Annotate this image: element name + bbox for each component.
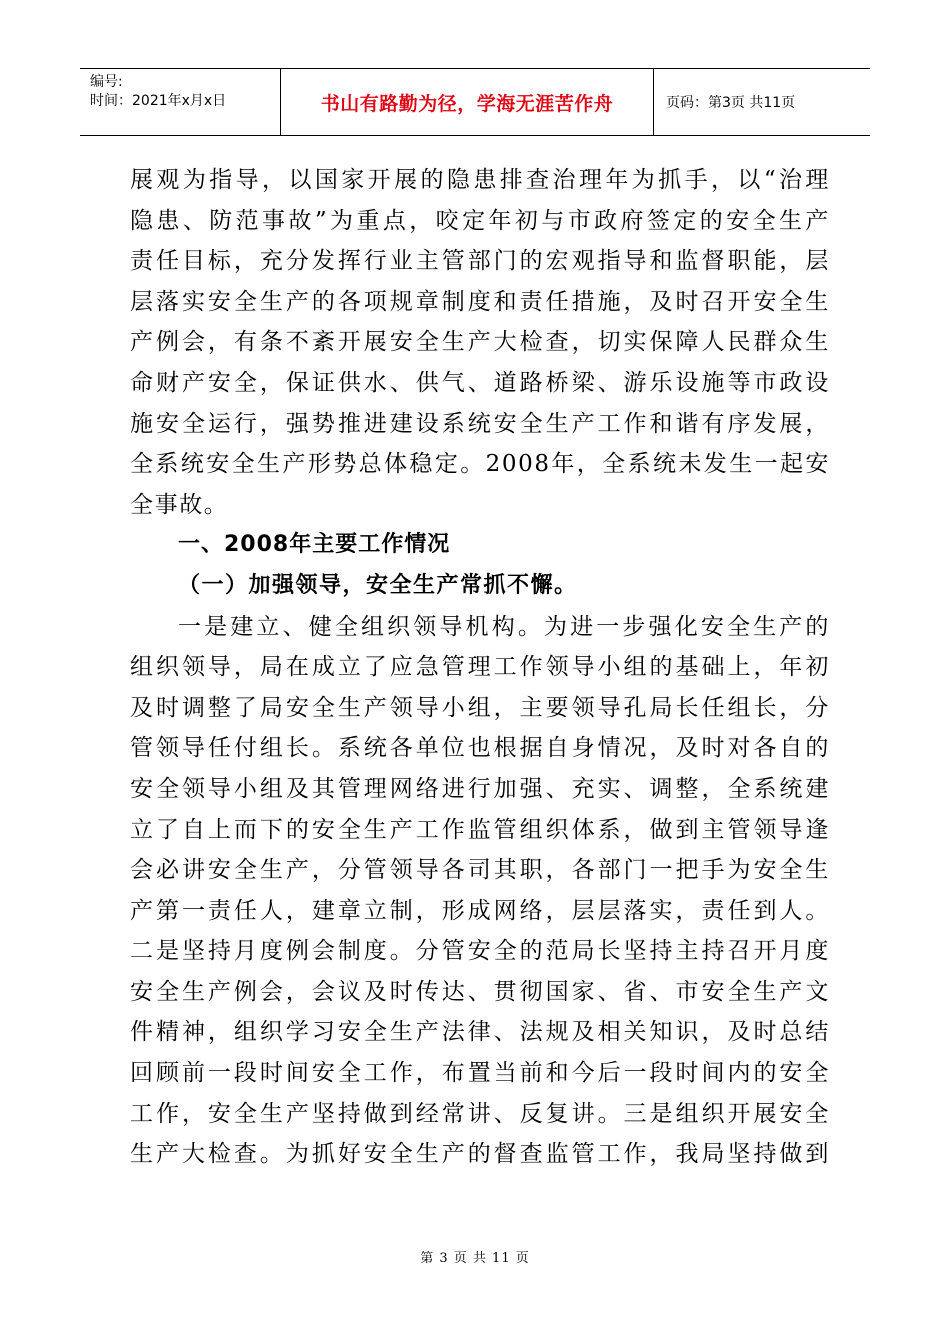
text-line: 安全生产例会，会议及时传达、贯彻国家、省、市安全生产文 [130, 978, 830, 1005]
document-body [130, 160, 830, 1175]
text-line: 及时调整了局安全生产领导小组，主要领导孔局长任组长，分 [130, 694, 830, 721]
document-date: 时间：2021年x月x日 [90, 93, 227, 109]
text-line: 回顾前一段时间安全工作，布置当前和今后一段时间内的安全 [130, 1060, 830, 1087]
text-line: 管领导任付组长。系统各单位也根据自身情况，及时对各自的 [130, 735, 830, 762]
text-line: 展观为指导，以国家开展的隐患排查治理年为抓手，以“治理 [130, 167, 830, 193]
header-motto: 书山有路勤为径，学海无涯苦作舟 [281, 69, 654, 135]
paragraph-leadership [130, 607, 830, 1175]
document-number-label: 编号: [90, 74, 123, 90]
section-heading: 一、2008年主要工作情况 [178, 532, 451, 558]
text-line: 安全领导小组及其管理网络进行加强、充实、调整，全系统建 [130, 775, 830, 802]
text-line: 工作，安全生产坚持做到经常讲、反复讲。三是组织开展安全 [130, 1100, 830, 1127]
text-line: 一是建立、健全组织领导机构。为进一步强化安全生产的 [178, 613, 830, 640]
page-footer: 第 3 页 共 11 页 [420, 1251, 530, 1266]
page-header [80, 68, 870, 136]
text-line: 层落实安全生产的各项规章制度和责任措施，及时召开安全生 [130, 288, 830, 315]
text-line: 全事故。 [130, 491, 229, 518]
text-line: 生产大检查。为抓好安全生产的督查监管工作，我局坚持做到 [130, 1141, 830, 1168]
text-line: 命财产安全，保证供水、供气、道路桥梁、游乐设施等市政设 [130, 369, 830, 396]
text-line: 件精神，组织学习安全生产法律、法规及相关知识，及时总结 [130, 1019, 830, 1046]
text-line: 立了自上而下的安全生产工作监管组织体系，做到主管领导逢 [130, 816, 830, 843]
header-meta [80, 69, 281, 135]
text-line: 产例会，有条不紊开展安全生产大检查，切实保障人民群众生 [130, 329, 830, 356]
text-line: 全系统安全生产形势总体稳定。2008年，全系统未发生一起安 [130, 451, 830, 478]
text-line: 隐患、防范事故”为重点，咬定年初与市政府签定的安全生产 [130, 207, 830, 234]
text-line: 施安全运行，强势推进建设系统安全生产工作和谐有序发展， [130, 410, 830, 437]
subsection-heading: （一）加强领导，安全生产常抓不懈。 [178, 572, 578, 598]
text-line: 产第一责任人，建章立制，形成网络，层层落实，责任到人。 [130, 897, 830, 924]
paragraph-intro [130, 160, 830, 525]
text-line: 组织领导，局在成立了应急管理工作领导小组的基础上，年初 [130, 654, 830, 681]
header-page-info: 页码：第3页 共11页 [666, 95, 796, 111]
text-line: 二是坚持月度例会制度。分管安全的范局长坚持主持召开月度 [130, 938, 830, 965]
text-line: 责任目标，充分发挥行业主管部门的宏观指导和监督职能，层 [130, 248, 830, 275]
text-line: 会必讲安全生产，分管领导各司其职，各部门一把手为安全生 [130, 857, 830, 884]
